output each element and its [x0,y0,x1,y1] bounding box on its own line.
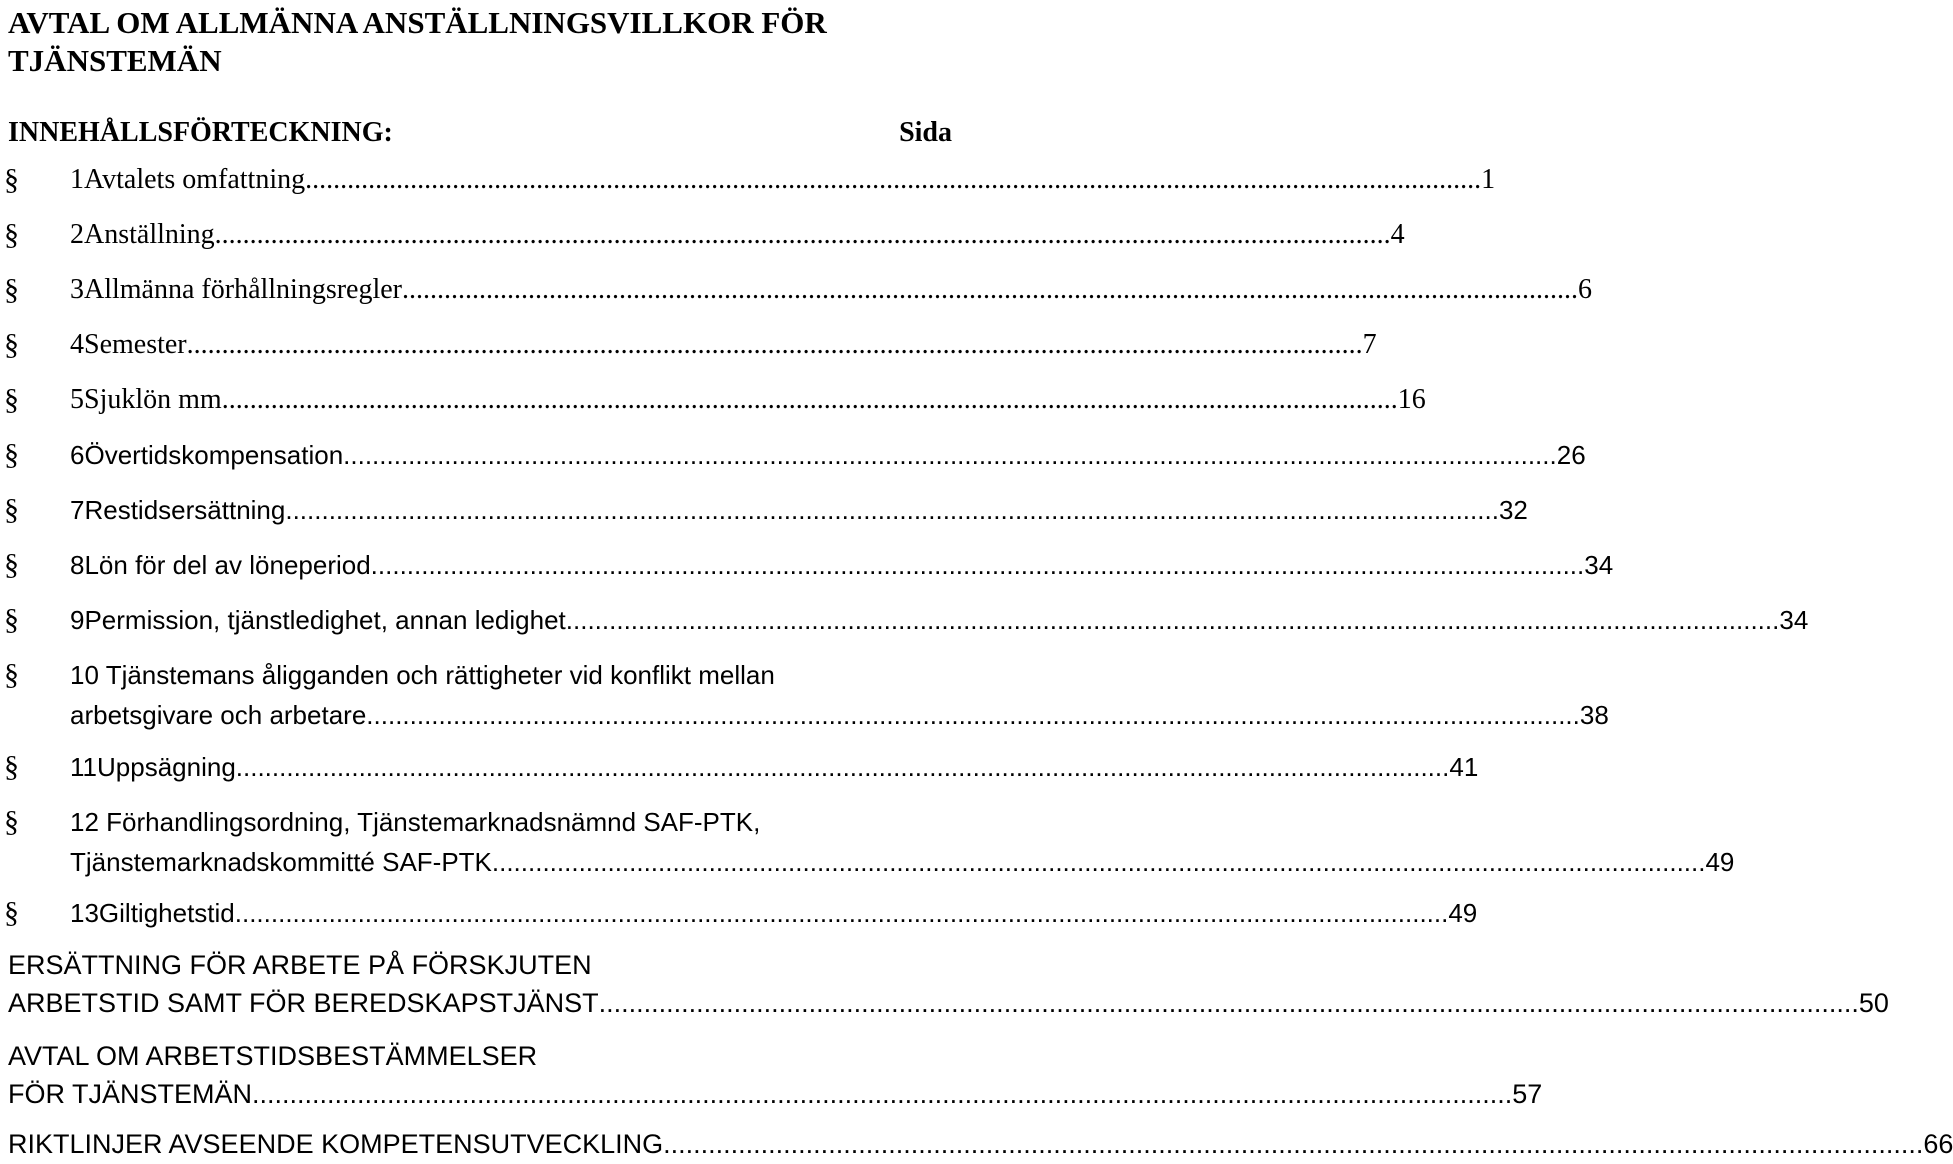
entry-title: Sjuklön mm [84,384,222,415]
dot-leader: ........................................................................................................................................................................ [252,1079,1513,1109]
entry-page: 32 [1498,495,1528,525]
dot-leader: ........................................................................................................................................................................ [234,898,1449,928]
appendix-entry[interactable] [0,1124,1953,1164]
appendix-page: 50 [1858,988,1889,1018]
toc-entry[interactable] [0,270,1593,310]
appendix-entry[interactable] [0,1036,1543,1116]
section-mark-icon: § [4,896,19,929]
section-mark-icon: § [4,273,19,306]
toc-entry[interactable] [0,545,1614,585]
entry-number: 7 [70,495,85,525]
section-mark-icon: § [4,163,19,196]
appendix-title: RIKTLINJER AVSEENDE KOMPETENSUTVECKLING [8,1129,664,1159]
section-mark-icon: § [4,328,19,361]
entry-number: 4 [70,329,84,360]
entry-title: Permission, tjänstledighet, annan ledighet [84,605,566,635]
entry-number: 10 [70,660,99,690]
entry-number: 2 [70,219,84,250]
section-mark-icon: § [4,603,19,636]
dot-leader: ........................................................................................................................................................................ [285,495,1499,525]
page-column-label: Sida [899,117,952,148]
dot-leader: ........................................................................................................................................................................ [214,219,1391,250]
dot-leader: ........................................................................................................................................................................ [221,384,1398,415]
entry-number: 5 [70,384,84,415]
entry-title: Semester [84,329,187,360]
entry-page: 34 [1584,550,1614,580]
dot-leader: ........................................................................................................................................................................ [402,274,1579,305]
section-mark-icon: § [4,750,19,783]
appendix-page: 57 [1512,1079,1543,1109]
document-title: AVTAL OM ALLMÄNNA ANSTÄLLNINGSVILLKOR FÖR TJÄNSTEMÄN [8,5,827,78]
toc-entry[interactable] [0,802,1735,882]
dot-leader: ........................................................................................................................................................................ [366,700,1580,730]
dot-leader: ........................................................................................................................................................................ [186,329,1363,360]
entry-title: Restidsersättning [84,495,286,525]
entry-title: Uppsägning [97,752,236,782]
entry-page: 4 [1390,219,1405,250]
section-mark-icon: § [4,218,19,251]
entry-title-line2: arbetsgivare och arbetare [70,700,367,730]
toc-entry[interactable] [0,215,1405,255]
entry-number: 11 [70,752,97,782]
entry-page: 6 [1578,274,1593,305]
appendix-entry[interactable] [0,945,1889,1025]
dot-leader: ........................................................................................................................................................................ [491,847,1706,877]
entry-title: Allmänna förhållningsregler [84,274,403,305]
entry-number: 13 [70,898,99,928]
toc-entry[interactable] [0,435,1586,475]
entry-number: 3 [70,274,84,305]
toc-entry[interactable] [0,600,1809,640]
section-mark-icon: § [4,548,19,581]
dot-leader: ........................................................................................................................................................................ [305,164,1482,195]
section-mark-icon: § [4,658,19,691]
entry-page: 49 [1448,898,1478,928]
toc-entry[interactable] [0,160,1496,200]
entry-page: 1 [1481,164,1496,195]
entry-number: 8 [70,550,85,580]
entry-number: 9 [70,605,85,635]
toc-entry[interactable] [0,747,1479,787]
entry-title: Giltighetstid [98,898,235,928]
entry-number: 1 [70,164,84,195]
dot-leader: ........................................................................................................................................................................ [565,605,1780,635]
entry-page: 7 [1362,329,1377,360]
entry-title-line1: Tjänstemans åligganden och rättigheter vid konflikt mellan [105,660,775,690]
toc-entry[interactable] [0,655,1609,735]
toc-entry[interactable] [0,893,1478,933]
appendix-title-line2: FÖR TJÄNSTEMÄN [8,1079,253,1109]
dot-leader: ........................................................................................................................................................................ [235,752,1450,782]
section-mark-icon: § [4,493,19,526]
entry-page: 26 [1556,440,1586,470]
section-mark-icon: § [4,805,19,838]
entry-number: 6 [70,440,85,470]
entry-title: Avtalets omfattning [84,164,306,195]
entry-title: Övertidskompensation [84,440,344,470]
toc-entry[interactable] [0,325,1377,365]
entry-title-line2: Tjänstemarknadskommitté SAF-PTK [70,847,492,877]
entry-page: 38 [1579,700,1609,730]
toc-heading: INNEHÅLLSFÖRTECKNING: [8,117,393,148]
entry-page: 49 [1705,847,1735,877]
entry-number: 12 [70,807,99,837]
appendix-page: 66 [1923,1129,1953,1159]
entry-title: Lön för del av löneperiod [84,550,371,580]
dot-leader: ........................................................................................................................................................................ [663,1129,1924,1159]
dot-leader: ........................................................................................................................................................................ [370,550,1585,580]
entry-page: 16 [1397,384,1426,415]
section-mark-icon: § [4,383,19,416]
entry-title-line1: Förhandlingsordning, Tjänstemarknadsnämnd SAF-PTK, [106,807,761,837]
entry-page: 41 [1449,752,1479,782]
entry-title: Anställning [84,219,215,250]
dot-leader: ........................................................................................................................................................................ [598,988,1859,1018]
toc-entry[interactable] [0,490,1528,530]
appendix-title-line1: ERSÄTTNING FÖR ARBETE PÅ FÖRSKJUTEN [8,950,592,980]
appendix-title-line2: ARBETSTID SAMT FÖR BEREDSKAPSTJÄNST [8,988,599,1018]
entry-page: 34 [1779,605,1809,635]
dot-leader: ........................................................................................................................................................................ [343,440,1557,470]
section-mark-icon: § [4,438,19,471]
appendix-title-line1: AVTAL OM ARBETSTIDSBESTÄMMELSER [8,1041,538,1071]
toc-entry[interactable] [0,380,1426,420]
